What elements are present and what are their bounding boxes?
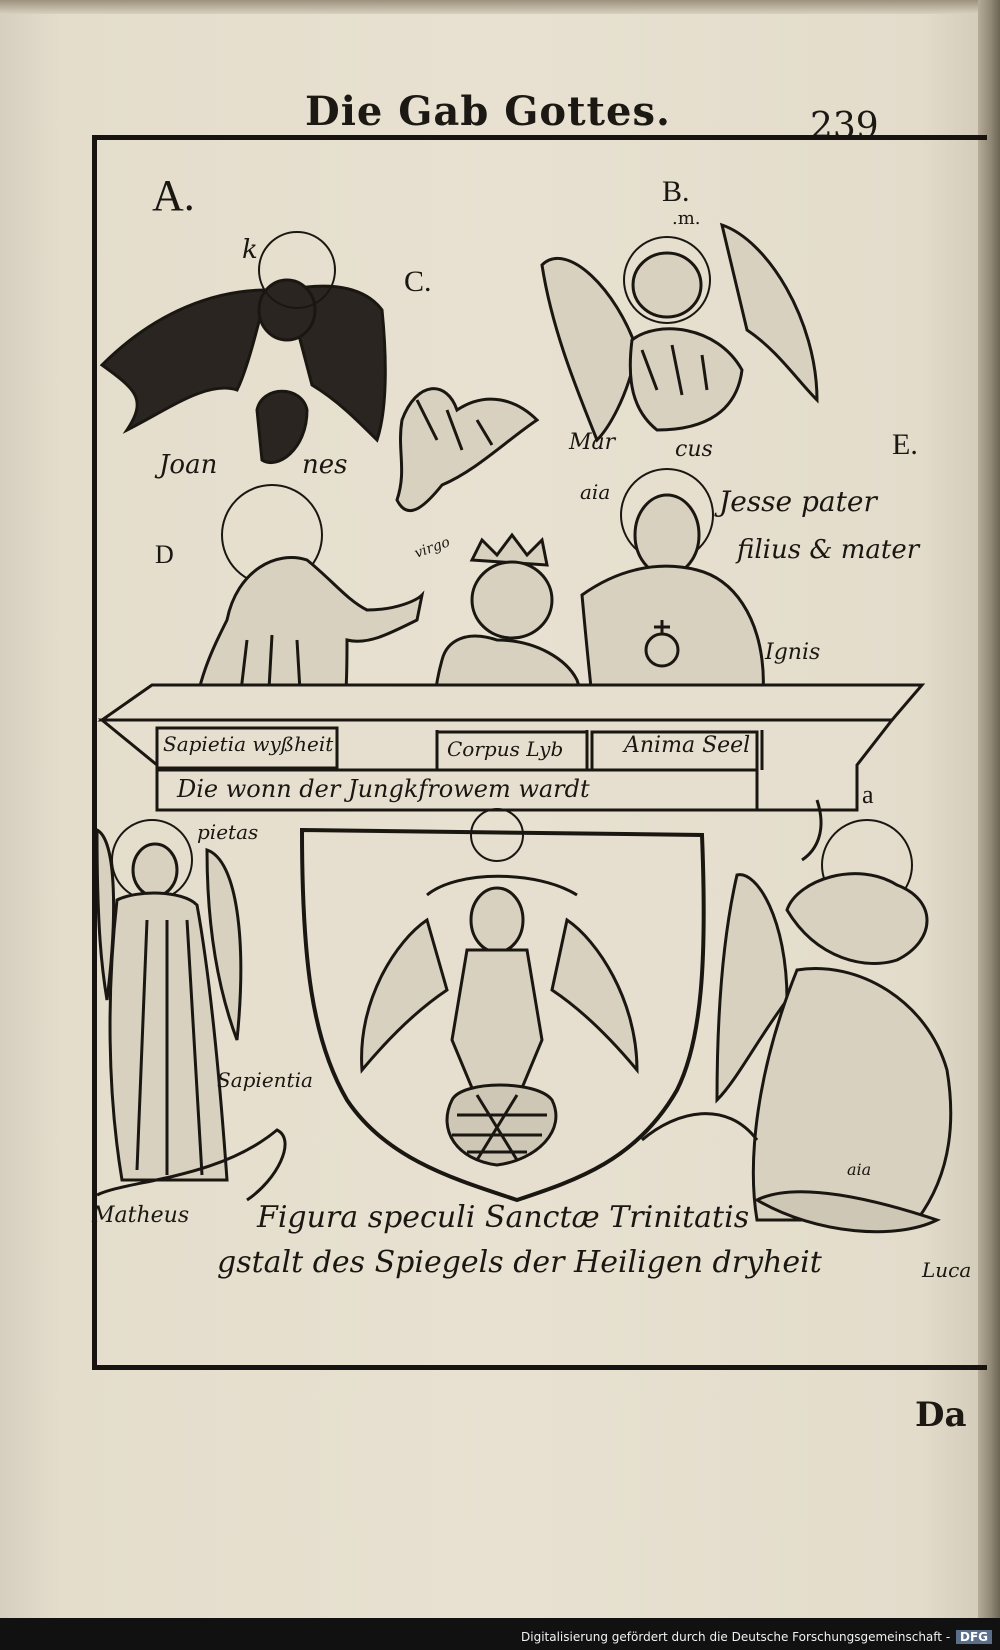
caption-german: gstalt des Spiegels der Heiligen dryheit bbox=[217, 1245, 822, 1280]
plate-letter-a-upper: A. bbox=[152, 171, 195, 220]
label-aia-lower: aia bbox=[847, 1160, 872, 1179]
label-pietas: pietas bbox=[197, 820, 259, 844]
plate-letter-b: B. bbox=[662, 175, 690, 208]
angel-of-matthew-figure bbox=[97, 820, 241, 1180]
label-marcus-right: cus bbox=[675, 437, 713, 462]
footer-bar bbox=[0, 1618, 1000, 1650]
plate-letter-c: C. bbox=[404, 265, 432, 298]
credit-text: Digitalisierung gefördert durch die Deutsche Forschungsgemeinschaft - bbox=[521, 1630, 951, 1644]
label-jesse-pater: Jesse pater bbox=[719, 485, 877, 518]
page-top-edge bbox=[0, 0, 1000, 14]
woodcut-illustration bbox=[92, 135, 987, 1370]
label-virgo: virgo bbox=[412, 534, 453, 562]
label-corpus-box: Corpus Lyb bbox=[447, 737, 564, 761]
label-marcus-left: Mar bbox=[569, 430, 616, 455]
eagle-of-john-figure bbox=[102, 232, 385, 463]
label-joannes-right: nes bbox=[302, 450, 348, 480]
caption-latin: Figura speculi Sanctæ Trinitatis bbox=[257, 1200, 750, 1235]
lion-of-mark-figure bbox=[542, 225, 817, 440]
page-number: 239 bbox=[810, 106, 879, 147]
plate-letter-d: D bbox=[155, 540, 174, 569]
ox-of-luke-figure bbox=[717, 800, 951, 1232]
label-anima-box: Anima Seel bbox=[624, 733, 751, 758]
digitization-credit bbox=[521, 1630, 992, 1644]
label-banner: Die wonn der Jungkfrowem wardt bbox=[177, 775, 590, 803]
dfg-logo-badge: DFG bbox=[956, 1630, 992, 1644]
label-sapientia: Sapientia bbox=[217, 1068, 313, 1092]
label-lucas: Luca bbox=[922, 1258, 972, 1282]
plate-letter-k: k bbox=[242, 235, 258, 265]
label-joannes-left: Joan bbox=[159, 450, 218, 480]
label-filius-mater: filius & mater bbox=[737, 535, 920, 565]
label-ignis: Ignis bbox=[765, 640, 821, 665]
label-sapientia-box: Sapietia wyßheit bbox=[163, 732, 334, 756]
plate-letter-e: E. bbox=[892, 428, 918, 461]
label-matheus: Matheus bbox=[92, 1203, 190, 1228]
running-title: Die Gab Gottes. bbox=[305, 88, 671, 135]
plate-letter-a-lower: a bbox=[862, 780, 874, 809]
dove-figure bbox=[397, 389, 537, 511]
trinity-shield bbox=[302, 809, 704, 1200]
label-aia-upper: aia bbox=[580, 480, 611, 504]
catchword: Da bbox=[915, 1395, 967, 1435]
plate-letter-m: .m. bbox=[672, 208, 701, 229]
